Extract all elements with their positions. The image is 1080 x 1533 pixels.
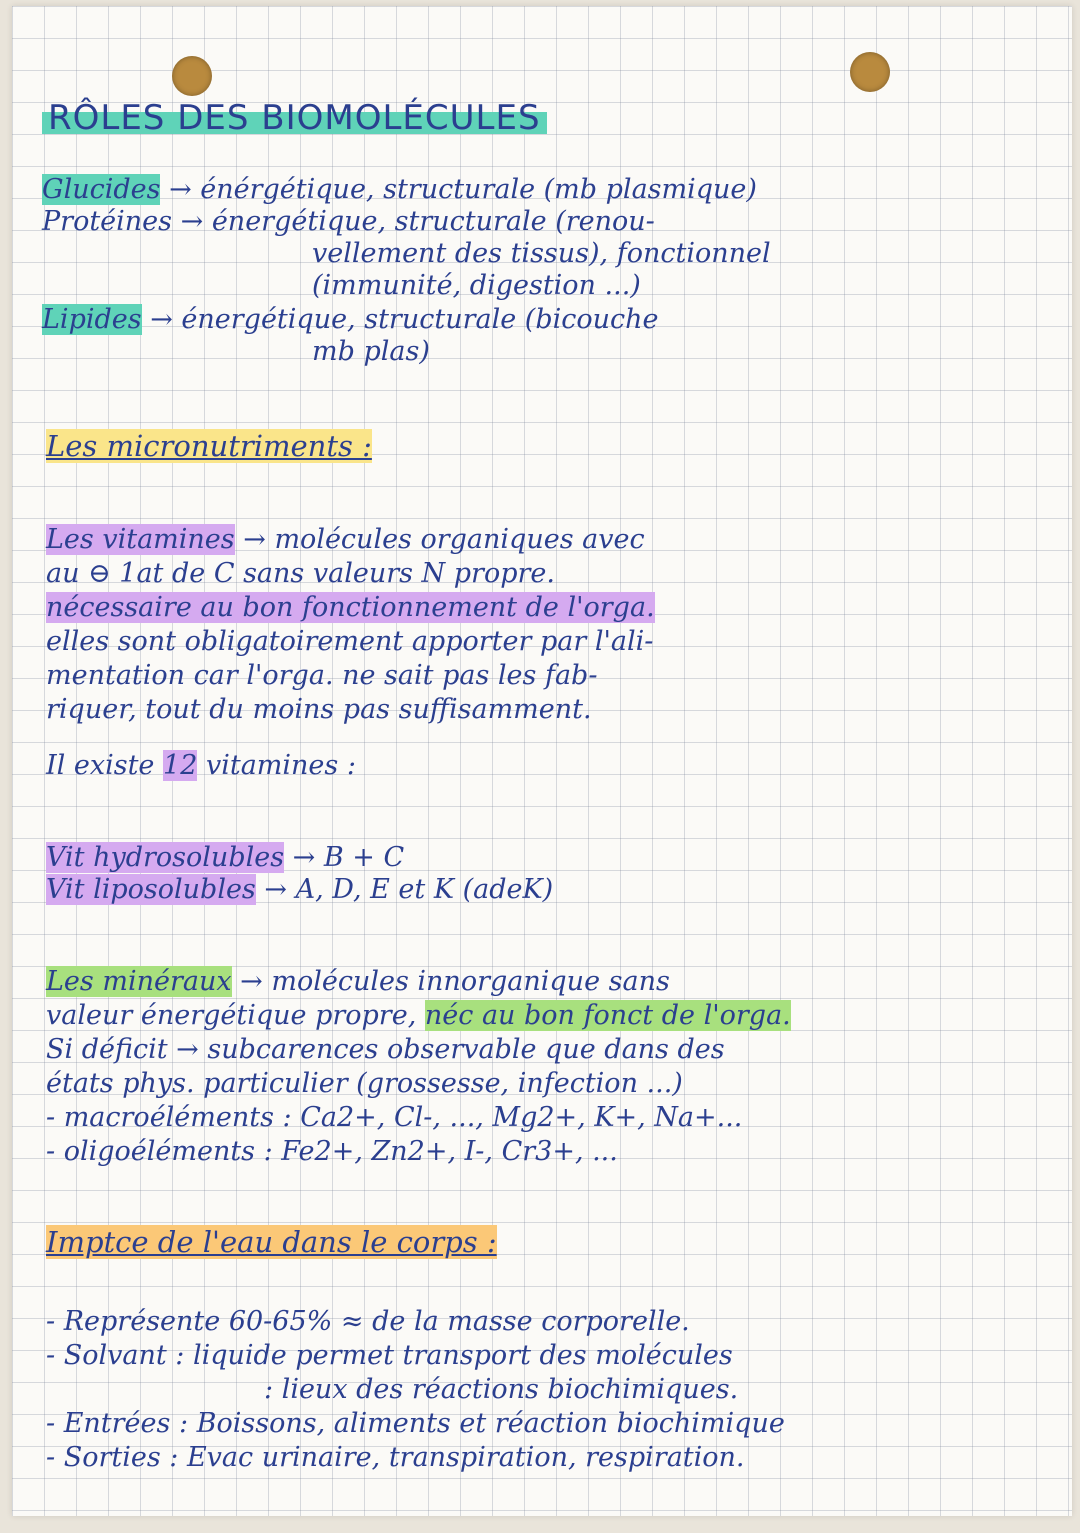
- glucides-term: Glucides: [42, 174, 161, 205]
- lipides-cont-1: mb plas): [312, 336, 430, 367]
- notebook-page: [12, 6, 1072, 1516]
- proteines-text: → énergétique, structurale (renou-: [180, 206, 655, 237]
- vitamines-line-2: au ⊖ 1at de C sans valeurs N propre.: [46, 558, 555, 589]
- vitamines-line-5: mentation car l'orga. ne sait pas les fab-: [46, 660, 598, 691]
- page-title: RÔLES DES BIOMOLÉCULES: [42, 98, 547, 138]
- vitamines-count-number: 12: [163, 750, 198, 781]
- vit-hydrosolubles: Vit hydrosolubles → B + C: [46, 842, 405, 873]
- vitamines-line-4: elles sont obligatoirement apporter par l'ali-: [46, 626, 654, 657]
- vitamines-line-1: Les vitamines → molécules organiques avec: [46, 524, 645, 555]
- punch-hole-right: [850, 52, 890, 92]
- proteines-cont-1: vellement des tissus), fonctionnel: [312, 238, 771, 269]
- mineraux-line-1: Les minéraux → molécules innorganique sans: [46, 966, 670, 997]
- eau-line-3: : lieux des réactions biochimiques.: [264, 1374, 739, 1405]
- eau-line-2: - Solvant : liquide permet transport des molécules: [46, 1340, 733, 1371]
- vitamines-term: Les vitamines: [46, 524, 235, 555]
- eau-line-4: - Entrées : Boissons, aliments et réaction biochimique: [46, 1408, 785, 1439]
- proteines-term: Protéines: [42, 206, 173, 237]
- mineraux-term: Les minéraux: [46, 966, 232, 997]
- mineraux-line-3: Si déficit → subcarences observable que dans des: [46, 1034, 725, 1065]
- mineraux-line-2: valeur énergétique propre, néc au bon fonct de l'orga.: [46, 1000, 791, 1031]
- glucides-text: → énérgétique, structurale (mb plasmique): [169, 174, 757, 205]
- vitamines-count: Il existe 12 vitamines :: [46, 750, 356, 781]
- proteines-line: [42, 206, 655, 238]
- lipides-term: Lipides: [42, 304, 142, 335]
- lipides-text: → énergétique, structurale (bicouche: [150, 304, 659, 335]
- eau-line-5: - Sorties : Evac urinaire, transpiration, respiration.: [46, 1442, 745, 1473]
- vitamines-line-3: nécessaire au bon fonctionnement de l'orga.: [46, 592, 655, 623]
- eau-heading: Imptce de l'eau dans le corps :: [46, 1225, 497, 1259]
- vit-liposolubles: Vit liposolubles → A, D, E et K (adeK): [46, 874, 554, 905]
- proteines-cont-2: (immunité, digestion ...): [312, 270, 641, 301]
- eau-line-1: - Représente 60-65% ≈ de la masse corporelle.: [46, 1306, 690, 1337]
- lipides-line: [42, 304, 659, 336]
- micronutriments-heading: Les micronutriments :: [46, 429, 372, 463]
- vitamines-line-6: riquer, tout du moins pas suffisamment.: [46, 694, 592, 725]
- mineraux-line-4: états phys. particulier (grossesse, infection ...): [46, 1068, 683, 1099]
- glucides-line: [42, 174, 757, 206]
- oligoelements-line: - oligoéléments : Fe2+, Zn2+, I-, Cr3+, ...: [46, 1136, 618, 1167]
- punch-hole-left: [172, 56, 212, 96]
- macroelements-line: - macroéléments : Ca2+, Cl-, ..., Mg2+, K+, Na+...: [46, 1102, 743, 1133]
